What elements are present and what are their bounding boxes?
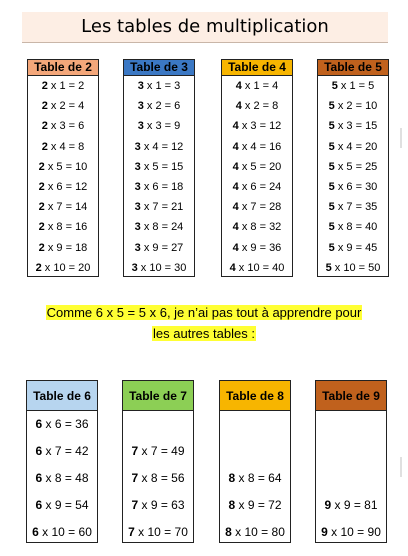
- margin-mark: [400, 128, 402, 148]
- multiplicand: 4: [232, 221, 239, 234]
- table-body: [123, 411, 193, 546]
- table-row: [318, 157, 388, 177]
- table-2: [27, 59, 99, 277]
- multiplicand: 2: [38, 221, 45, 234]
- multiplicand: 5: [328, 160, 335, 173]
- equation: x 10 = 90: [331, 525, 381, 539]
- multiplicand: 2: [41, 120, 48, 133]
- equation: x 5 = 15: [143, 160, 184, 173]
- table-row: [27, 519, 97, 546]
- multiplicand: 4: [232, 180, 239, 193]
- table-row: [28, 96, 98, 116]
- equation: x 2 = 10: [337, 100, 378, 113]
- multiplicand: 3: [134, 241, 141, 254]
- table-row: [28, 217, 98, 237]
- table-row: [318, 137, 388, 157]
- table-row: [123, 438, 193, 465]
- table-body: [124, 76, 194, 278]
- multiplicand: 6: [35, 471, 43, 485]
- equation: x 2 = 4: [50, 100, 85, 113]
- table-4: [221, 59, 293, 277]
- equation: x 9 = 63: [141, 498, 185, 512]
- equation: x 6 = 30: [337, 180, 378, 193]
- multiplicand: 3: [131, 261, 138, 274]
- margin-mark: [400, 457, 402, 477]
- multiplicand: 3: [137, 100, 144, 113]
- table-body: [220, 411, 290, 546]
- equation: x 10 = 70: [138, 525, 188, 539]
- table-row: [123, 411, 193, 438]
- table-row: [123, 465, 193, 492]
- equation: x 9 = 18: [47, 241, 88, 254]
- equation: x 4 = 8: [50, 140, 85, 153]
- multiplicand: 5: [325, 261, 332, 274]
- equation: x 6 = 24: [241, 180, 282, 193]
- equation: x 2 = 8: [244, 100, 279, 113]
- multiplicand: 7: [131, 471, 139, 485]
- equation: x 5 = 10: [47, 160, 88, 173]
- table-header: Table de 8: [220, 381, 290, 411]
- table-row: [222, 177, 292, 197]
- table-row: [28, 137, 98, 157]
- multiplicand: 7: [128, 525, 135, 539]
- table-row: [222, 258, 292, 278]
- table-row: [318, 258, 388, 278]
- equation: x 3 = 6: [50, 120, 85, 133]
- equation: x 8 = 16: [47, 221, 88, 234]
- multiplicand: 2: [41, 140, 48, 153]
- table-row: [316, 411, 386, 438]
- multiplicand: 6: [35, 444, 43, 458]
- multiplicand: 8: [228, 471, 236, 485]
- table-row: [28, 197, 98, 217]
- table-row: [318, 177, 388, 197]
- multiplicand: 4: [232, 241, 239, 254]
- table-row: [124, 116, 194, 136]
- multiplicand: 4: [232, 120, 239, 133]
- table-row: [124, 217, 194, 237]
- multiplicand: 3: [137, 120, 144, 133]
- table-row: [27, 411, 97, 438]
- table-row: [318, 238, 388, 258]
- equation: x 8 = 64: [238, 471, 282, 485]
- table-row: [222, 217, 292, 237]
- multiplicand: 3: [134, 180, 141, 193]
- multiplicand: 5: [328, 201, 335, 214]
- table-row: [220, 519, 290, 546]
- table-row: [222, 238, 292, 258]
- table-row: [28, 157, 98, 177]
- equation: x 10 = 40: [238, 261, 285, 274]
- equation: x 9 = 45: [337, 241, 378, 254]
- table-header: Table de 7: [123, 381, 193, 411]
- table-row: [318, 217, 388, 237]
- equation: x 7 = 14: [47, 201, 88, 214]
- equation: x 7 = 35: [337, 201, 378, 214]
- equation: x 1 = 3: [146, 80, 181, 92]
- multiplicand: 5: [328, 140, 335, 153]
- equation: x 4 = 20: [337, 140, 378, 153]
- table-row: [27, 438, 97, 465]
- table-row: [28, 116, 98, 136]
- equation: x 1 = 4: [244, 80, 279, 92]
- multiplicand: 2: [35, 261, 42, 274]
- multiplicand: 6: [32, 525, 39, 539]
- multiplicand: 2: [38, 180, 45, 193]
- equation: x 5 = 20: [241, 160, 282, 173]
- table-body: [27, 411, 97, 546]
- note-text: Comme 6 x 5 = 5 x 6, je n’ai pas tout à apprendre pour: [46, 305, 362, 320]
- table-row: [28, 238, 98, 258]
- table-row: [318, 76, 388, 96]
- multiplicand: 2: [41, 100, 48, 113]
- equation: x 10 = 60: [42, 525, 92, 539]
- equation: x 6 = 12: [47, 180, 88, 193]
- multiplicand: 4: [229, 261, 236, 274]
- equation: x 6 = 36: [45, 417, 89, 431]
- note-text: les autres tables :: [153, 326, 255, 341]
- table-9: [315, 380, 387, 543]
- equation: x 9 = 72: [238, 498, 282, 512]
- multiplicand: 3: [134, 201, 141, 214]
- equation: x 2 = 6: [146, 100, 181, 113]
- table-row: [124, 157, 194, 177]
- equation: x 8 = 56: [141, 471, 185, 485]
- equation: x 3 = 15: [337, 120, 378, 133]
- multiplicand: 2: [38, 160, 45, 173]
- multiplicand: 4: [235, 80, 242, 92]
- equation: x 8 = 32: [241, 221, 282, 234]
- equation: x 7 = 28: [241, 201, 282, 214]
- table-row: [220, 411, 290, 438]
- table-5: [317, 59, 389, 277]
- table-row: [124, 76, 194, 96]
- equation: x 8 = 48: [45, 471, 89, 485]
- table-row: [124, 197, 194, 217]
- table-row: [27, 465, 97, 492]
- table-body: [316, 411, 386, 546]
- table-row: [124, 258, 194, 278]
- multiplicand: 8: [225, 525, 232, 539]
- table-row: [222, 116, 292, 136]
- equation: x 3 = 12: [241, 120, 282, 133]
- multiplicand: 4: [232, 160, 239, 173]
- multiplicand: 9: [324, 498, 332, 512]
- table-header: Table de 6: [27, 381, 97, 411]
- equation: x 6 = 18: [143, 180, 184, 193]
- multiplicand: 8: [228, 498, 236, 512]
- table-header: Table de 4: [222, 60, 292, 76]
- equation: x 4 = 12: [143, 140, 184, 153]
- table-7: [122, 380, 194, 543]
- table-row: [222, 76, 292, 96]
- multiplicand: 4: [232, 140, 239, 153]
- multiplicand: 3: [134, 160, 141, 173]
- table-row: [220, 438, 290, 465]
- multiplicand: 5: [328, 100, 335, 113]
- table-header: Table de 3: [124, 60, 194, 76]
- equation: x 1 = 2: [50, 80, 85, 92]
- equation: x 8 = 24: [143, 221, 184, 234]
- table-row: [220, 465, 290, 492]
- equation: x 10 = 30: [140, 261, 187, 274]
- table-body: [222, 76, 292, 278]
- multiplicand: 9: [321, 525, 328, 539]
- table-3: [123, 59, 195, 277]
- multiplicand: 5: [328, 221, 335, 234]
- table-row: [318, 96, 388, 116]
- table-row: [222, 137, 292, 157]
- multiplicand: 5: [331, 80, 338, 92]
- equation: x 7 = 49: [141, 444, 185, 458]
- table-row: [123, 492, 193, 519]
- multiplicand: 3: [137, 80, 144, 92]
- table-body: [318, 76, 388, 278]
- multiplicand: 3: [134, 221, 141, 234]
- equation: x 9 = 81: [334, 498, 378, 512]
- table-row: [222, 197, 292, 217]
- multiplicand: 5: [328, 241, 335, 254]
- equation: x 8 = 40: [337, 221, 378, 234]
- equation: x 7 = 21: [143, 201, 184, 214]
- multiplicand: 2: [38, 201, 45, 214]
- note-line-1: [0, 302, 408, 323]
- table-row: [28, 76, 98, 96]
- multiplicand: 4: [235, 100, 242, 113]
- equation: x 9 = 54: [45, 498, 89, 512]
- table-header: Table de 5: [318, 60, 388, 76]
- table-row: [27, 492, 97, 519]
- table-row: [222, 96, 292, 116]
- equation: x 1 = 5: [340, 80, 375, 92]
- table-row: [124, 137, 194, 157]
- table-row: [124, 177, 194, 197]
- multiplicand: 5: [328, 180, 335, 193]
- table-body: [28, 76, 98, 278]
- title-bar: [22, 12, 388, 43]
- equation: x 3 = 9: [146, 120, 181, 133]
- multiplicand: 3: [134, 140, 141, 153]
- table-6: [26, 380, 98, 543]
- table-row: [318, 197, 388, 217]
- table-row: [222, 157, 292, 177]
- table-row: [220, 492, 290, 519]
- multiplicand: 7: [131, 498, 139, 512]
- equation: x 4 = 16: [241, 140, 282, 153]
- multiplicand: 7: [131, 444, 139, 458]
- equation: x 10 = 20: [44, 261, 91, 274]
- table-row: [124, 96, 194, 116]
- table-row: [316, 519, 386, 546]
- table-header: Table de 9: [316, 381, 386, 411]
- equation: x 5 = 25: [337, 160, 378, 173]
- equation: x 10 = 50: [334, 261, 381, 274]
- equation: x 9 = 36: [241, 241, 282, 254]
- note-line-2: [0, 323, 408, 344]
- table-row: [316, 438, 386, 465]
- equation: x 9 = 27: [143, 241, 184, 254]
- equation: x 10 = 80: [235, 525, 285, 539]
- table-header: Table de 2: [28, 60, 98, 76]
- table-row: [316, 465, 386, 492]
- multiplicand: 2: [38, 241, 45, 254]
- multiplicand: 6: [35, 417, 43, 431]
- equation: x 7 = 42: [45, 444, 89, 458]
- table-row: [123, 519, 193, 546]
- table-row: [316, 492, 386, 519]
- multiplicand: 6: [35, 498, 43, 512]
- table-row: [124, 238, 194, 258]
- multiplicand: 5: [328, 120, 335, 133]
- multiplicand: 2: [41, 80, 48, 92]
- table-8: [219, 380, 291, 543]
- table-row: [28, 177, 98, 197]
- page-title: Les tables de multiplication: [81, 16, 329, 37]
- multiplicand: 4: [232, 201, 239, 214]
- table-row: [28, 258, 98, 278]
- table-row: [318, 116, 388, 136]
